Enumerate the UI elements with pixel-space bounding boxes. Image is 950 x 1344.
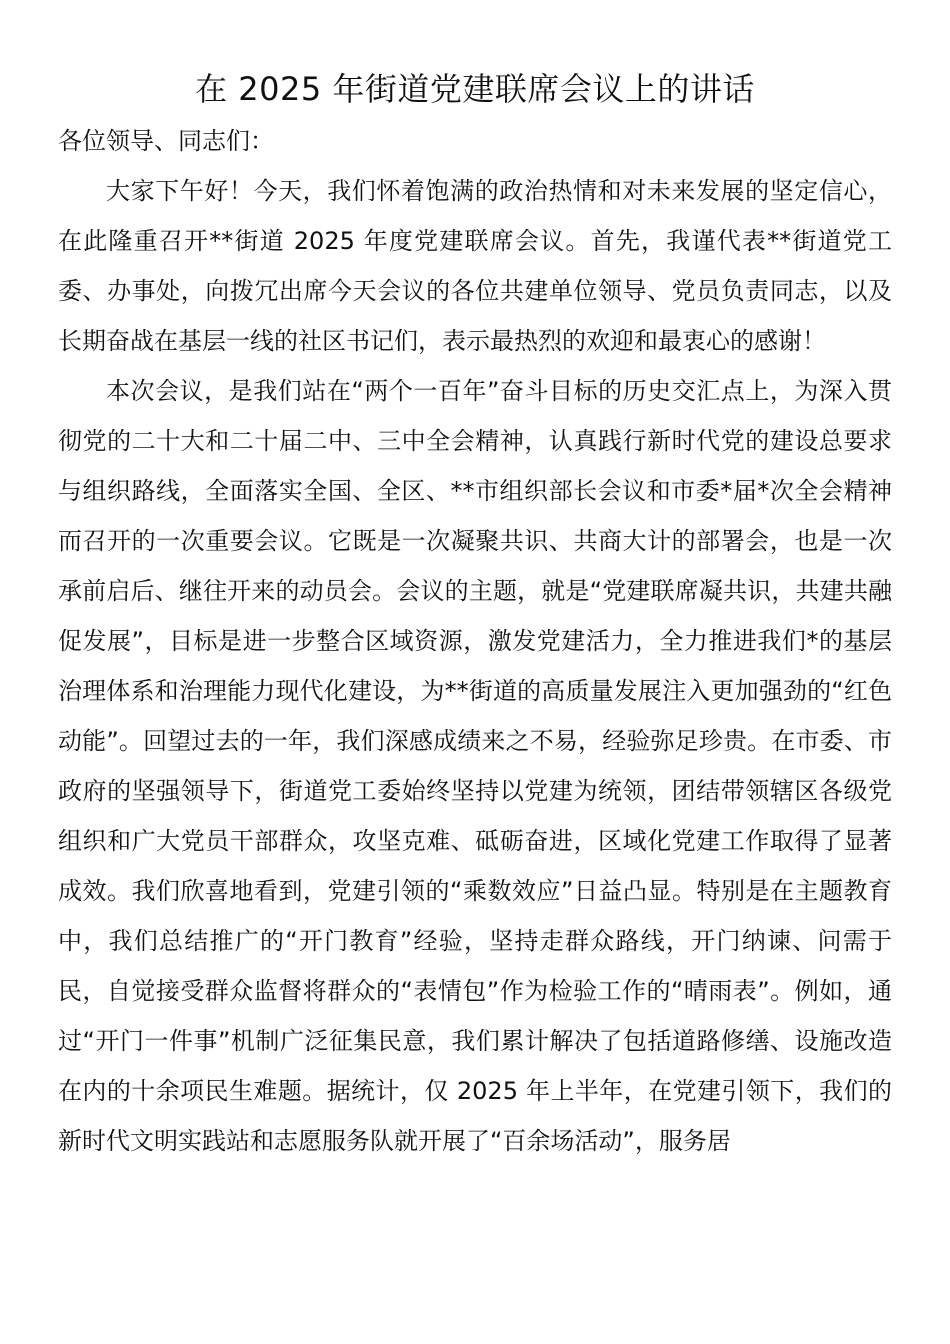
salutation: 各位领导、同志们：	[58, 127, 274, 155]
paragraph-welcome: 大家下午好！今天，我们怀着饱满的政治热情和对未来发展的坚定信心，在此隆重召开**街道 2025 年度党建联席会议。首先，我谨代表**街道党工委、办事处，向拨冗出席今天会议的各位共建单位领导、党员负责同志，以及长期奋战在基层一线的社区书记们，表示最热烈的欢迎和最衷心的感谢！	[58, 177, 892, 355]
paragraph-meeting-purpose: 本次会议，是我们站在“两个一百年”奋斗目标的历史交汇点上，为深入贯彻党的二十大和二十届二中、三中全会精神，认真践行新时代党的建设总要求与组织路线，全面落实全国、全区、**市组织部长会议和市委*届*次全会精神而召开的一次重要会议。它既是一次凝聚共识、共商大计的部署会，也是一次承前启后、继往开来的动员会。会议的主题，就是“党建联席凝共识，共建共融促发展”，目标是进一步整合区域资源，激发党建活力，全力推进我们*的基层治理体系和治理能力现代化建设，为**街道的高质量发展注入更加强劲的“红色动能”。回望过去的一年，我们深感成绩来之不易，经验弥足珍贵。在市委、市政府的坚强领导下，街道党工委始终坚持以党建为统领，团结带领辖区各级党组织和广大党员干部群众，攻坚克难、砥砺奋进，区域化党建工作取得了显著成效。我们欣喜地看到，党建引领的“乘数效应”日益凸显。特别是在主题教育中，我们总结推广的“开门教育”经验，坚持走群众路线，开门纳谏、问需于民，自觉接受群众监督将群众的“表情包”作为检验工作的“晴雨表”。例如，通过“开门一件事”机制广泛征集民意，我们累计解决了包括道路修缮、设施改造在内的十余项民生难题。据统计，仅 2025 年上半年，在党建引领下，我们的新时代文明实践站和志愿服务队就开展了“百余场活动”，服务居	[58, 377, 892, 1155]
document-title: 在 2025 年街道党建联席会议上的讲话	[195, 70, 755, 108]
